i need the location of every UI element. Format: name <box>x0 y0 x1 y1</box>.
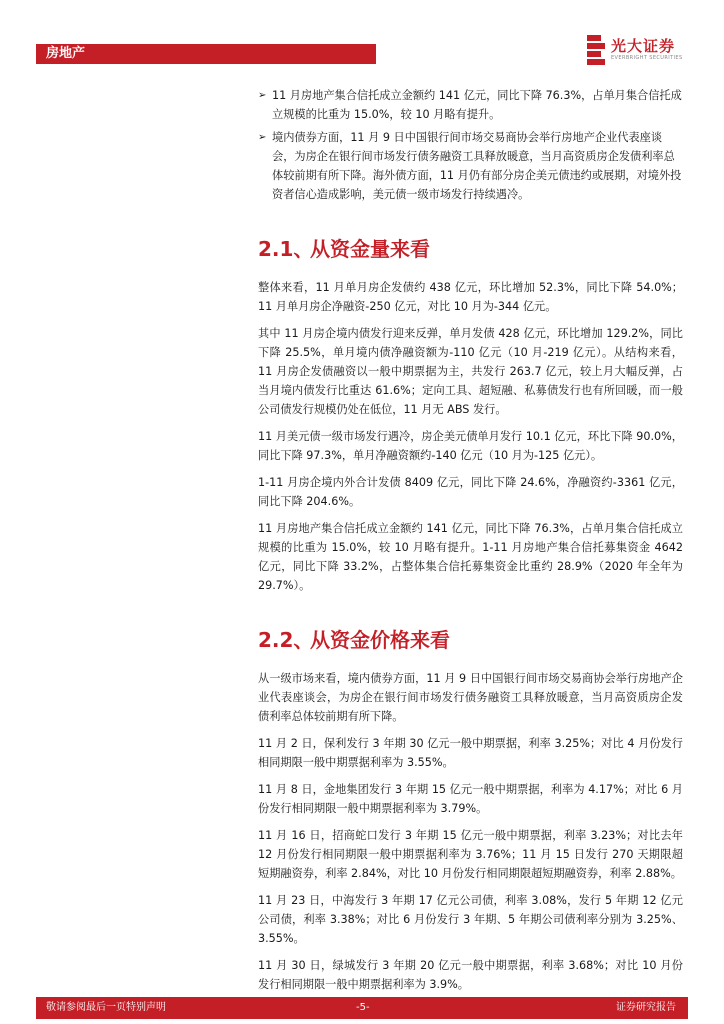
paragraph: 11 月 16 日，招商蛇口发行 3 年期 15 亿元一般中期票据，利率 3.23%；对比去年 12 月份发行相同期限一般中期票据利率为 3.76%；11 月 15 日发行 270 天期限超短期融资券，利率 2.84%，对比 10 月份发行相同期限超短期融资券，利率 2.88%。 <box>258 829 683 880</box>
logo-mark-icon <box>587 35 605 65</box>
logo-subtitle: EVERBRIGHT SECURITIES <box>611 55 683 61</box>
main-content <box>258 86 683 1002</box>
paragraph: 整体来看，11 月单月房企发债约 438 亿元，环比增加 52.3%，同比下降 54.0%；11 月单月房企净融资-250 亿元，对比 10 月为-344 亿元。 <box>258 281 683 313</box>
paragraph: 11 月 2 日，保利发行 3 年期 30 亿元一般中期票据，利率 3.25%；对比 4 月份发行相同期限一般中期票据利率为 3.55%。 <box>258 737 683 769</box>
arrow-bullet-icon: ➢ <box>258 90 267 101</box>
page-header <box>0 0 724 72</box>
summary-bullets <box>258 86 683 204</box>
sector-label: 房地产 <box>46 46 86 61</box>
paragraph: 从一级市场来看，境内债券方面，11 月 9 日中国银行间市场交易商协会举行房地产企业代表座谈会，为房企在银行间市场发行债务融资工具释放暖意，当月高资质房企发债利率总体较前期有所下降。 <box>258 672 683 723</box>
sector-banner <box>36 44 376 64</box>
paragraph: 其中 11 月房企境内债发行迎来反弹，单月发债 428 亿元，环比增加 129.2%，同比下降 25.5%，单月境内债净融资额为-110 亿元（10 月-219 亿元）。从结构来看，11 月房企发债融资以一般中期票据为主，共发行 263.7 亿元，较上月大幅反弹，占当月境内债发行比重达 61.6%；定向工具、超短融、私募债发行也有所回暖，而一般公司债发行规模仍处在低位，11 月无 ABS 发行。 <box>258 327 683 416</box>
paragraph: 11 月 23 日，中海发行 3 年期 17 亿元公司债，利率 3.08%，发行 5 年期 12 亿元公司债，利率 3.38%；对比 6 月份发行 3 年期、5 年期公司债利率分别为 3.25%、3.55%。 <box>258 894 683 945</box>
logo-name: 光大证券 <box>611 37 676 55</box>
page-footer <box>0 997 724 1024</box>
section-number: 2.1、 <box>258 237 314 261</box>
bullet-item <box>258 128 683 204</box>
section-title: 从资金价格来看 <box>310 628 450 652</box>
paragraph: 11 月房地产集合信托成立金额约 141 亿元，同比下降 76.3%，占单月集合信托成立规模的比重为 15.0%，较 10 月略有提升。1-11 月房地产集合信托募集资金 4642 亿元，同比下降 33.2%，占整体集合信托募集资金比重约 28.9%（2020 年全年为 29.7%）。 <box>258 522 683 592</box>
report-type: 证券研究报告 <box>616 1002 676 1013</box>
paragraph: 1-11 月房企境内外合计发债 8409 亿元，同比下降 24.6%，净融资约-3361 亿元，同比下降 204.6%。 <box>258 476 683 508</box>
page-number: -5- <box>356 1002 370 1013</box>
paragraph: 11 月美元债一级市场发行遇冷，房企美元债单月发行 10.1 亿元，环比下降 90.0%，同比下降 97.3%，单月净融资额约-140 亿元（10 月为-125 亿元）。 <box>258 430 683 462</box>
disclaimer-text: 敬请参阅最后一页特别声明 <box>46 1002 166 1013</box>
section-number: 2.2、 <box>258 628 314 652</box>
section-heading <box>258 625 683 655</box>
company-logo <box>587 34 697 66</box>
arrow-bullet-icon: ➢ <box>258 132 267 143</box>
paragraph: 11 月 30 日，绿城发行 3 年期 20 亿元一般中期票据，利率 3.68%；对比 10 月份发行相同期限一般中期票据利率为 3.9%。 <box>258 959 683 991</box>
bullet-text: 11 月房地产集合信托成立金额约 141 亿元，同比下降 76.3%，占单月集合信托成立规模的比重为 15.0%，较 10 月略有提升。 <box>272 89 682 121</box>
section-title: 从资金量来看 <box>310 237 430 261</box>
section-heading <box>258 234 683 264</box>
bullet-text: 境内债券方面，11 月 9 日中国银行间市场交易商协会举行房地产企业代表座谈会，为房企在银行间市场发行债务融资工具释放暖意，当月高资质房企发债利率总体较前期有所下降。海外债方面，11 月仍有部分房企美元债违约或展期，对境外投资者信心造成影响，美元债一级市场发行持续遇冷。 <box>272 131 682 201</box>
footer-banner <box>36 997 688 1019</box>
bullet-item <box>258 86 683 124</box>
paragraph: 11 月 8 日，金地集团发行 3 年期 15 亿元一般中期票据，利率为 4.17%；对比 6 月份发行相同期限一般中期票据利率为 3.79%。 <box>258 783 683 815</box>
